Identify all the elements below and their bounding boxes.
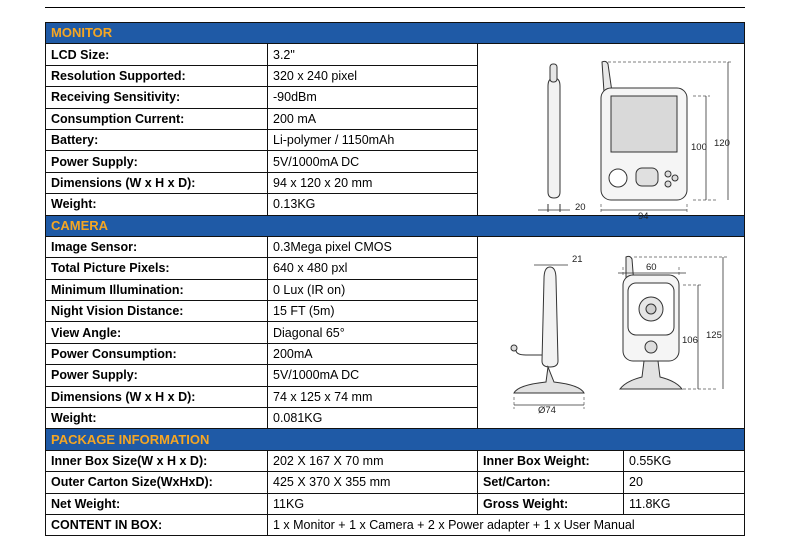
- spec-label: Weight:: [46, 194, 268, 215]
- table-row: [46, 44, 745, 65]
- spec-value: 20: [624, 472, 745, 493]
- spec-value: 5V/1000mA DC: [268, 365, 478, 386]
- table-row: [46, 514, 745, 535]
- spec-label: Power Supply:: [46, 151, 268, 172]
- spec-value: Diagonal 65°: [268, 322, 478, 343]
- spec-label: Power Consumption:: [46, 343, 268, 364]
- spec-label: Resolution Supported:: [46, 65, 268, 86]
- spec-label: Night Vision Distance:: [46, 301, 268, 322]
- spec-value: 0.081KG: [268, 408, 478, 429]
- spec-label: Dimensions (W x H x D):: [46, 172, 268, 193]
- spec-value: 5V/1000mA DC: [268, 151, 478, 172]
- spec-value: 0.13KG: [268, 194, 478, 215]
- camera-front-stand: [620, 361, 682, 389]
- monitor-depth-dim: 20: [575, 202, 586, 214]
- spec-value: 0.3Mega pixel CMOS: [268, 236, 478, 257]
- spec-value: 640 x 480 pxl: [268, 258, 478, 279]
- monitor-side-view: [548, 78, 560, 198]
- camera-width-dim: 60: [646, 261, 657, 273]
- spec-label: Receiving Sensitivity:: [46, 87, 268, 108]
- camera-depth-dim: 21: [572, 253, 583, 265]
- section-header-package: [46, 429, 745, 450]
- spec-value: Li-polymer / 1150mAh: [268, 129, 478, 150]
- table-row: [46, 236, 745, 257]
- spec-value: 74 x 125 x 74 mm: [268, 386, 478, 407]
- spec-label: Consumption Current:: [46, 108, 268, 129]
- spec-label: Inner Box Weight:: [478, 450, 624, 471]
- table-row: [46, 472, 745, 493]
- spec-value: 11KG: [268, 493, 478, 514]
- spec-value: 94 x 120 x 20 mm: [268, 172, 478, 193]
- section-title: CAMERA: [46, 215, 745, 236]
- spec-label: Net Weight:: [46, 493, 268, 514]
- camera-dimension-drawing: [478, 237, 745, 421]
- spec-value: 425 X 370 X 355 mm: [268, 472, 478, 493]
- monitor-screen: [611, 96, 677, 152]
- camera-drawing-cell: [478, 236, 745, 429]
- monitor-height-dim: 120: [714, 138, 730, 150]
- spec-label: Battery:: [46, 129, 268, 150]
- spec-label: Minimum Illumination:: [46, 279, 268, 300]
- monitor-side-antenna: [550, 64, 557, 82]
- camera-height-dim: 125: [706, 329, 722, 341]
- spec-value: 320 x 240 pixel: [268, 65, 478, 86]
- section-title: PACKAGE INFORMATION: [46, 429, 745, 450]
- camera-inner-height-dim: 106: [682, 334, 698, 346]
- spec-value: 1 x Monitor + 1 x Camera + 2 x Power adapter + 1 x User Manual: [268, 514, 745, 535]
- monitor-antenna: [602, 62, 612, 93]
- camera-side-body: [542, 267, 558, 367]
- top-rule: [45, 7, 745, 8]
- spec-label: Inner Box Size(W x H x D):: [46, 450, 268, 471]
- spec-label: CONTENT IN BOX:: [46, 514, 268, 535]
- table-row: [46, 450, 745, 471]
- table-row: [46, 493, 745, 514]
- spec-value: -90dBm: [268, 87, 478, 108]
- monitor-speaker: [609, 169, 627, 187]
- spec-value: 200 mA: [268, 108, 478, 129]
- spec-label: LCD Size:: [46, 44, 268, 65]
- monitor-drawing-cell: [478, 44, 745, 223]
- spec-label: Image Sensor:: [46, 236, 268, 257]
- spec-value: 0.55KG: [624, 450, 745, 471]
- spec-table: [45, 22, 745, 536]
- spec-label: Outer Carton Size(WxHxD):: [46, 472, 268, 493]
- spec-label: View Angle:: [46, 322, 268, 343]
- spec-value: 3.2": [268, 44, 478, 65]
- spec-value: 0 Lux (IR on): [268, 279, 478, 300]
- section-title: MONITOR: [46, 23, 745, 44]
- spec-label: Dimensions (W x H x D):: [46, 386, 268, 407]
- spec-value: 11.8KG: [624, 493, 745, 514]
- spec-label: Gross Weight:: [478, 493, 624, 514]
- spec-label: Power Supply:: [46, 365, 268, 386]
- monitor-inner-height-dim: 100: [691, 142, 707, 154]
- section-header-monitor: [46, 23, 745, 44]
- spec-label: Weight:: [46, 408, 268, 429]
- spec-label: Set/Carton:: [478, 472, 624, 493]
- camera-side-stand: [514, 367, 584, 393]
- spec-value: 15 FT (5m): [268, 301, 478, 322]
- monitor-dpad: [636, 168, 658, 186]
- camera-cable: [516, 350, 542, 355]
- monitor-width-dim: 94: [638, 211, 649, 223]
- spec-label: Total Picture Pixels:: [46, 258, 268, 279]
- camera-base-dim: Ø74: [538, 404, 556, 416]
- monitor-dimension-drawing: [478, 44, 745, 223]
- spec-value: 200mA: [268, 343, 478, 364]
- spec-value: 202 X 167 X 70 mm: [268, 450, 478, 471]
